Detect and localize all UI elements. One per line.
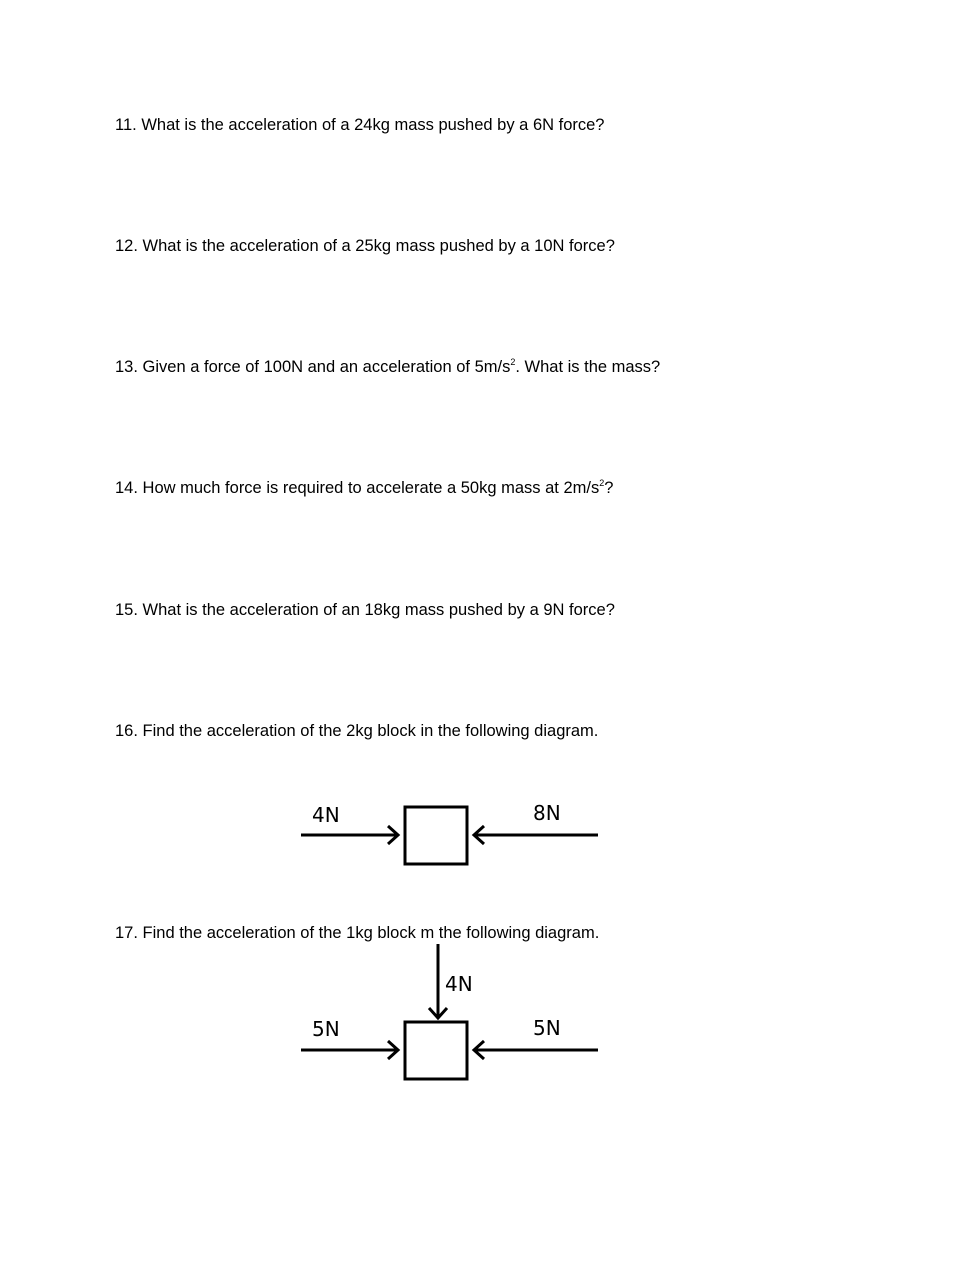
question-number: 12. xyxy=(115,237,138,255)
question-text: What is the acceleration of an 18kg mass pushed by a 9N force? xyxy=(142,601,615,619)
question-number: 15. xyxy=(115,601,138,619)
block xyxy=(405,1022,467,1079)
right-force-arrow xyxy=(474,1041,598,1059)
question-number: 17. xyxy=(115,924,138,942)
question-number: 11. xyxy=(115,116,137,134)
exponent: 2 xyxy=(599,478,605,488)
question-14 xyxy=(115,478,613,500)
question-text: What is the acceleration of a 24kg mass pushed by a 6N force? xyxy=(141,116,605,134)
question-text: Find the acceleration of the 2kg block in the following diagram. xyxy=(142,722,599,740)
question-16 xyxy=(115,721,598,741)
right-force-label: 5N xyxy=(533,1016,561,1040)
question-12 xyxy=(115,236,615,256)
force-diagram-17 xyxy=(290,940,610,1090)
question-11 xyxy=(115,115,604,135)
question-number: 13. xyxy=(115,358,138,376)
question-text: Given a force of 100N and an acceleration of $5m/s^2$. What is the mass? xyxy=(142,357,661,376)
force-diagram-16 xyxy=(290,790,610,875)
left-force-label: 5N xyxy=(312,1017,340,1041)
question-text: Find the acceleration of the 1kg block m the following diagram. xyxy=(142,924,600,942)
left-force-arrow xyxy=(301,1041,398,1059)
left-force-arrow xyxy=(301,826,398,844)
right-force-label: 8N xyxy=(533,801,561,825)
question-13 xyxy=(115,357,660,379)
question-text: What is the acceleration of a 25kg mass pushed by a 10N force? xyxy=(142,237,615,255)
right-force-arrow xyxy=(474,826,598,844)
block xyxy=(405,807,467,864)
question-number: 14. xyxy=(115,479,138,497)
question-text: How much force is required to accelerate a 50kg mass at $2m/s^2$? xyxy=(142,478,614,497)
left-force-label: 4N xyxy=(312,803,340,827)
exponent: 2 xyxy=(510,357,516,367)
top-force-label: 4N xyxy=(445,972,473,996)
question-15 xyxy=(115,600,615,620)
question-number: 16. xyxy=(115,722,138,740)
